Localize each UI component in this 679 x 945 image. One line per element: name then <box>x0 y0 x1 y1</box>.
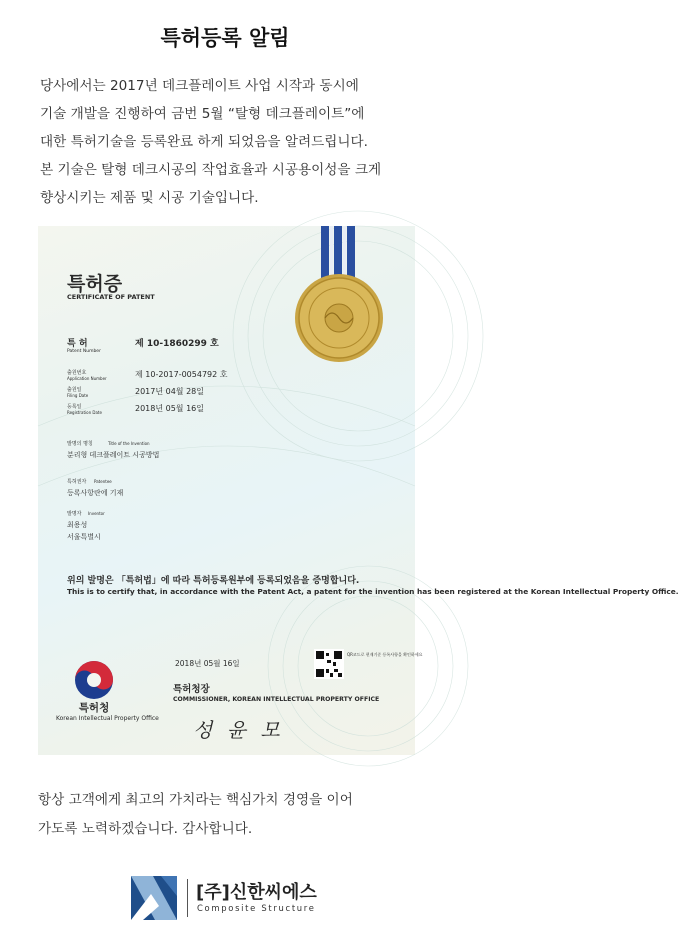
patentee: 등록사항란에 기재 <box>67 489 124 497</box>
logo-divider <box>187 879 188 917</box>
registration-label: 등록일 <box>67 404 82 410</box>
application-label-en: Application Number <box>67 376 107 381</box>
issue-date: 2018년 05월 16일 <box>175 659 240 668</box>
company-logo <box>131 876 331 920</box>
patentee-label: 특허권자 <box>67 479 87 485</box>
company-name: [주]신한씨에스 <box>196 882 317 903</box>
qr-code-icon <box>314 649 344 679</box>
office-name-en: Korean Intellectual Property Office <box>56 715 159 722</box>
invention-label-en: Title of the Invention <box>108 441 150 446</box>
signature: 성 윤 모 <box>193 718 284 742</box>
intro-line: 당사에서는 2017년 데크플레이트 사업 시작과 동시에 <box>40 78 359 94</box>
inventor-city: 서울특별시 <box>67 533 101 541</box>
patent-number-label: 특 허 <box>67 339 88 349</box>
inventor-name: 최용성 <box>67 521 88 529</box>
certification-statement-en: This is to certify that, in accordance with the Patent Act, a patent for the invention has been registered at the Korean Intellectual Property Office. <box>67 587 679 596</box>
invention-title: 분리형 데크플레이트 시공방법 <box>67 451 160 459</box>
patent-number: 제 10-1860299 호 <box>135 339 219 349</box>
qr-note: QR코드로 현재기준 등록사항을 확인하세요 <box>347 652 423 657</box>
certificate-subtitle: CERTIFICATE OF PATENT <box>67 293 155 301</box>
intro-line: 향상시키는 제품 및 시공 기술입니다. <box>40 190 259 206</box>
filing-label: 출원일 <box>67 387 82 393</box>
closing-line: 가도록 노력하겠습니다. 감사합니다. <box>38 821 253 837</box>
registration-label-en: Registration Date <box>67 410 102 415</box>
office-name-ko: 특허청 <box>78 702 110 714</box>
certification-statement-ko: 위의 발명은 「특허법」에 따라 특허등록원부에 등록되었음을 증명합니다. <box>67 576 360 586</box>
intro-line: 기술 개발을 진행하여 금번 5월 “탈형 데크플레이트”에 <box>40 106 365 122</box>
patent-number-label-en: Patent Number <box>67 349 101 354</box>
kipo-logo-icon <box>75 661 113 699</box>
application-label: 출원번호 <box>67 370 87 376</box>
invention-label: 발명의 명칭 <box>67 441 93 447</box>
inventor-label: 발명자 <box>67 511 82 517</box>
commissioner-ko: 특허청장 <box>173 684 210 695</box>
commissioner-en: COMMISSIONER, KOREAN INTELLECTUAL PROPERTY OFFICE <box>173 696 380 703</box>
intro-line: 대한 특허기술을 등록완료 하게 되었음을 알려드립니다. <box>40 134 368 150</box>
company-logo-icon <box>131 876 181 920</box>
registration-date: 2018년 05월 16일 <box>135 404 204 413</box>
closing-text <box>38 786 448 844</box>
certificate-title: 특허증 <box>67 273 123 295</box>
gold-seal-icon <box>295 274 383 362</box>
inventor-label-en: Inventor <box>88 511 105 516</box>
filing-date: 2017년 04월 28일 <box>135 387 204 396</box>
company-tagline: Composite Structure <box>197 903 316 913</box>
patent-certificate-image <box>38 226 679 755</box>
intro-line: 본 기술은 탈형 데크시공의 작업효율과 시공용이성을 크게 <box>40 162 382 178</box>
intro-text <box>40 72 440 212</box>
filing-label-en: Filing Date <box>67 393 89 398</box>
application-number: 제 10-2017-0054792 호 <box>135 370 228 379</box>
page-title: 특허등록 알림 <box>160 26 290 50</box>
closing-line: 항상 고객에게 최고의 가치라는 핵심가치 경영을 이어 <box>38 792 353 808</box>
patentee-label-en: Patentee <box>94 479 112 484</box>
